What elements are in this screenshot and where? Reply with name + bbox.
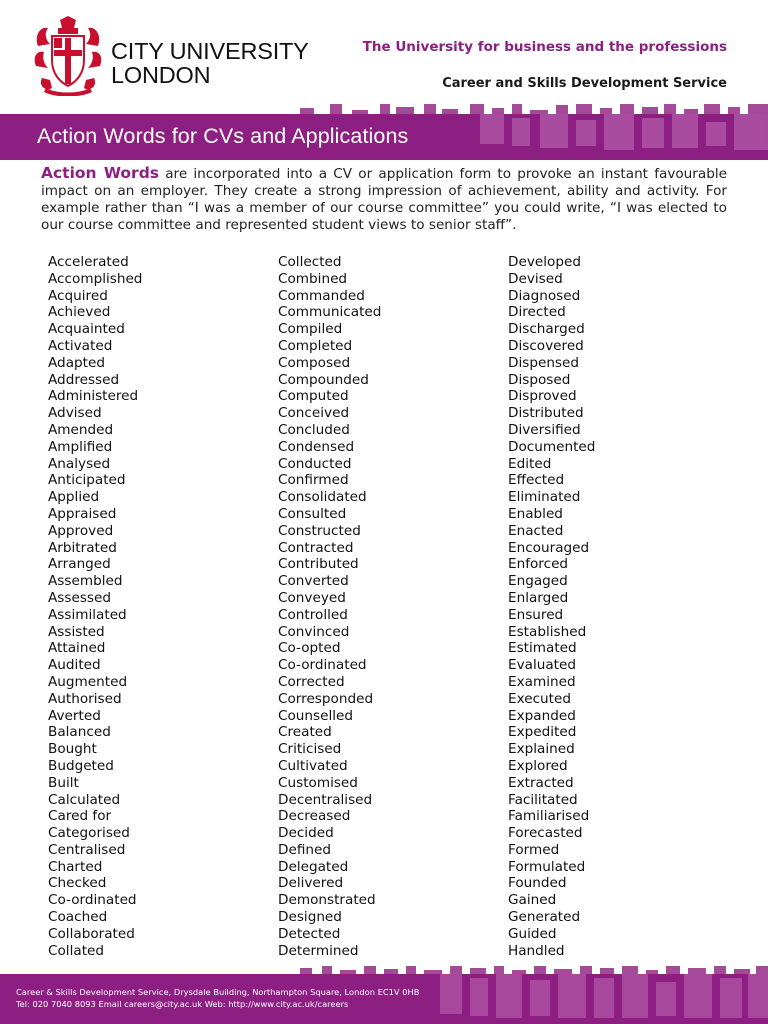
action-word: Categorised	[48, 825, 130, 842]
action-word: Amended	[48, 421, 114, 438]
action-word: Combined	[278, 270, 348, 287]
action-word: Accelerated	[48, 254, 129, 270]
footer-address: Career & Skills Development Service, Drysdale Building, Northampton Square, London EC1V 0HB	[16, 987, 420, 997]
action-word: Acquired	[48, 287, 108, 304]
action-word: Forecasted	[508, 825, 583, 842]
action-word: Determined	[278, 942, 359, 959]
action-word: Co-opted	[278, 640, 341, 657]
action-word: Conceived	[278, 405, 350, 422]
action-word: Condensed	[278, 438, 355, 455]
action-word: Accomplished	[48, 270, 143, 287]
action-word: Assimilated	[48, 606, 127, 623]
action-word: Decreased	[278, 808, 351, 825]
action-word: Adapted	[48, 354, 105, 371]
action-word: Addressed	[48, 371, 120, 388]
action-word: Applied	[48, 489, 100, 506]
action-word: Built	[48, 774, 79, 791]
action-word: Augmented	[48, 673, 128, 690]
action-word: Coached	[48, 909, 108, 926]
action-word: Centralised	[48, 841, 126, 858]
action-word: Customised	[278, 774, 358, 791]
action-word: Designed	[278, 909, 342, 926]
action-word: Collaborated	[48, 925, 135, 942]
action-word: Diagnosed	[508, 287, 581, 304]
action-word: Administered	[48, 388, 139, 405]
action-word: Controlled	[278, 606, 348, 623]
university-name-line2: LONDON	[111, 62, 211, 88]
action-word: Effected	[508, 472, 565, 489]
action-word: Contributed	[278, 556, 359, 573]
university-name-line1: CITY UNIVERSITY	[111, 38, 309, 64]
action-word: Co-ordinated	[48, 892, 137, 909]
action-word: Eliminated	[508, 489, 581, 506]
university-crest-icon	[32, 16, 104, 96]
service-name: Career and Skills Development Service	[442, 76, 727, 91]
action-word: Corresponded	[278, 690, 374, 707]
action-word: Demonstrated	[278, 892, 376, 909]
action-word: Decentralised	[278, 791, 373, 808]
action-word: Approved	[48, 522, 114, 539]
action-word: Edited	[508, 455, 552, 472]
action-word: Delivered	[278, 875, 344, 892]
skyline-icon	[300, 104, 768, 114]
action-word: Budgeted	[48, 757, 114, 774]
action-word: Arranged	[48, 556, 111, 573]
action-word: Engaged	[508, 573, 568, 590]
action-word: Conducted	[278, 455, 352, 472]
action-word: Activated	[48, 337, 113, 354]
action-word: Defined	[278, 841, 332, 858]
action-word: Assisted	[48, 623, 105, 640]
action-word: Established	[508, 623, 587, 640]
word-column-1	[48, 254, 268, 959]
action-word: Bought	[48, 741, 97, 758]
action-word: Ensured	[508, 606, 564, 623]
action-word: Converted	[278, 573, 349, 590]
action-word: Enacted	[508, 522, 564, 539]
action-word: Distributed	[508, 405, 584, 422]
word-column-3	[508, 254, 728, 959]
action-word: Familiarised	[508, 808, 590, 825]
action-word: Extracted	[508, 774, 574, 791]
action-word: Estimated	[508, 640, 577, 657]
action-word: Achieved	[48, 304, 111, 321]
action-word: Collated	[48, 942, 105, 959]
action-word: Formulated	[508, 858, 586, 875]
action-word: Delegated	[278, 858, 349, 875]
action-word: Conveyed	[278, 589, 346, 606]
action-word: Compounded	[278, 371, 369, 388]
action-word: Commanded	[278, 287, 365, 304]
action-word: Assembled	[48, 573, 123, 590]
word-column-2	[278, 254, 498, 959]
action-word: Concluded	[278, 421, 350, 438]
action-word: Audited	[48, 657, 101, 674]
action-word: Checked	[48, 875, 107, 892]
action-word: Composed	[278, 354, 351, 371]
action-word: Amplified	[48, 438, 113, 455]
action-word: Encouraged	[508, 539, 590, 556]
action-word: Counselled	[278, 707, 354, 724]
action-word: Confirmed	[278, 472, 349, 489]
action-word: Constructed	[278, 522, 361, 539]
action-word: Executed	[508, 690, 571, 707]
action-word: Co-ordinated	[278, 657, 367, 674]
action-word: Consulted	[278, 505, 347, 522]
intro-body: are incorporated into a CV or application form to provoke an instant favourable impact on an employer. They create a strong impression of achievement, ability and activity. For example rather than “I was a member of our course committee” you could write, “I was elected to our course committee and represented student views to senior staff”.	[41, 166, 727, 233]
action-word: Documented	[508, 438, 596, 455]
action-word: Dispensed	[508, 354, 580, 371]
action-word: Convinced	[278, 623, 350, 640]
action-word: Created	[278, 724, 332, 741]
intro-lead: Action Words	[41, 164, 160, 182]
action-word: Arbitrated	[48, 539, 117, 556]
action-word: Guided	[508, 925, 557, 942]
action-word: Enforced	[508, 556, 569, 573]
intro-paragraph	[41, 165, 727, 234]
action-word: Disposed	[508, 371, 571, 388]
action-word: Examined	[508, 673, 576, 690]
action-word: Compiled	[278, 321, 343, 338]
tagline: The University for business and the professions	[362, 39, 727, 55]
action-word: Enlarged	[508, 589, 569, 606]
action-word: Devised	[508, 270, 563, 287]
action-word: Balanced	[48, 724, 111, 741]
action-word: Diversified	[508, 421, 581, 438]
action-word: Calculated	[48, 791, 121, 808]
action-word: Decided	[278, 825, 334, 842]
action-word: Corrected	[278, 673, 345, 690]
action-word: Collected	[278, 254, 342, 270]
action-word: Attained	[48, 640, 106, 657]
action-word: Explained	[508, 741, 575, 758]
action-word: Charted	[48, 858, 103, 875]
action-word: Consolidated	[278, 489, 367, 506]
action-word: Completed	[278, 337, 353, 354]
action-word: Assessed	[48, 589, 111, 606]
action-word: Developed	[508, 254, 581, 270]
action-word: Communicated	[278, 304, 382, 321]
action-word: Discharged	[508, 321, 585, 338]
university-name	[111, 39, 309, 87]
action-word: Analysed	[48, 455, 111, 472]
action-word: Gained	[508, 892, 557, 909]
action-word: Facilitated	[508, 791, 578, 808]
action-word: Acquainted	[48, 321, 125, 338]
action-word: Enabled	[508, 505, 563, 522]
page-title: Action Words for CVs and Applications	[37, 124, 409, 148]
action-word: Founded	[508, 875, 567, 892]
action-word: Expanded	[508, 707, 576, 724]
action-word: Evaluated	[508, 657, 577, 674]
action-word: Formed	[508, 841, 560, 858]
action-word: Directed	[508, 304, 566, 321]
footer-skyline-icon	[300, 966, 768, 974]
action-word: Appraised	[48, 505, 117, 522]
action-word: Disproved	[508, 388, 577, 405]
footer-contact: Tel: 020 7040 8093 Email careers@city.ac.uk Web: http://www.city.ac.uk/careers	[16, 999, 349, 1009]
action-word: Advised	[48, 405, 102, 422]
action-word: Expedited	[508, 724, 577, 741]
header	[0, 0, 768, 104]
action-word: Cared for	[48, 808, 112, 825]
action-word: Generated	[508, 909, 581, 926]
action-word: Criticised	[278, 741, 342, 758]
action-word: Authorised	[48, 690, 122, 707]
action-word: Contracted	[278, 539, 354, 556]
action-word: Handled	[508, 942, 565, 959]
action-word: Cultivated	[278, 757, 348, 774]
action-word: Detected	[278, 925, 341, 942]
action-word: Explored	[508, 757, 568, 774]
action-word: Anticipated	[48, 472, 126, 489]
action-word: Computed	[278, 388, 349, 405]
action-word: Averted	[48, 707, 101, 724]
action-word: Discovered	[508, 337, 584, 354]
